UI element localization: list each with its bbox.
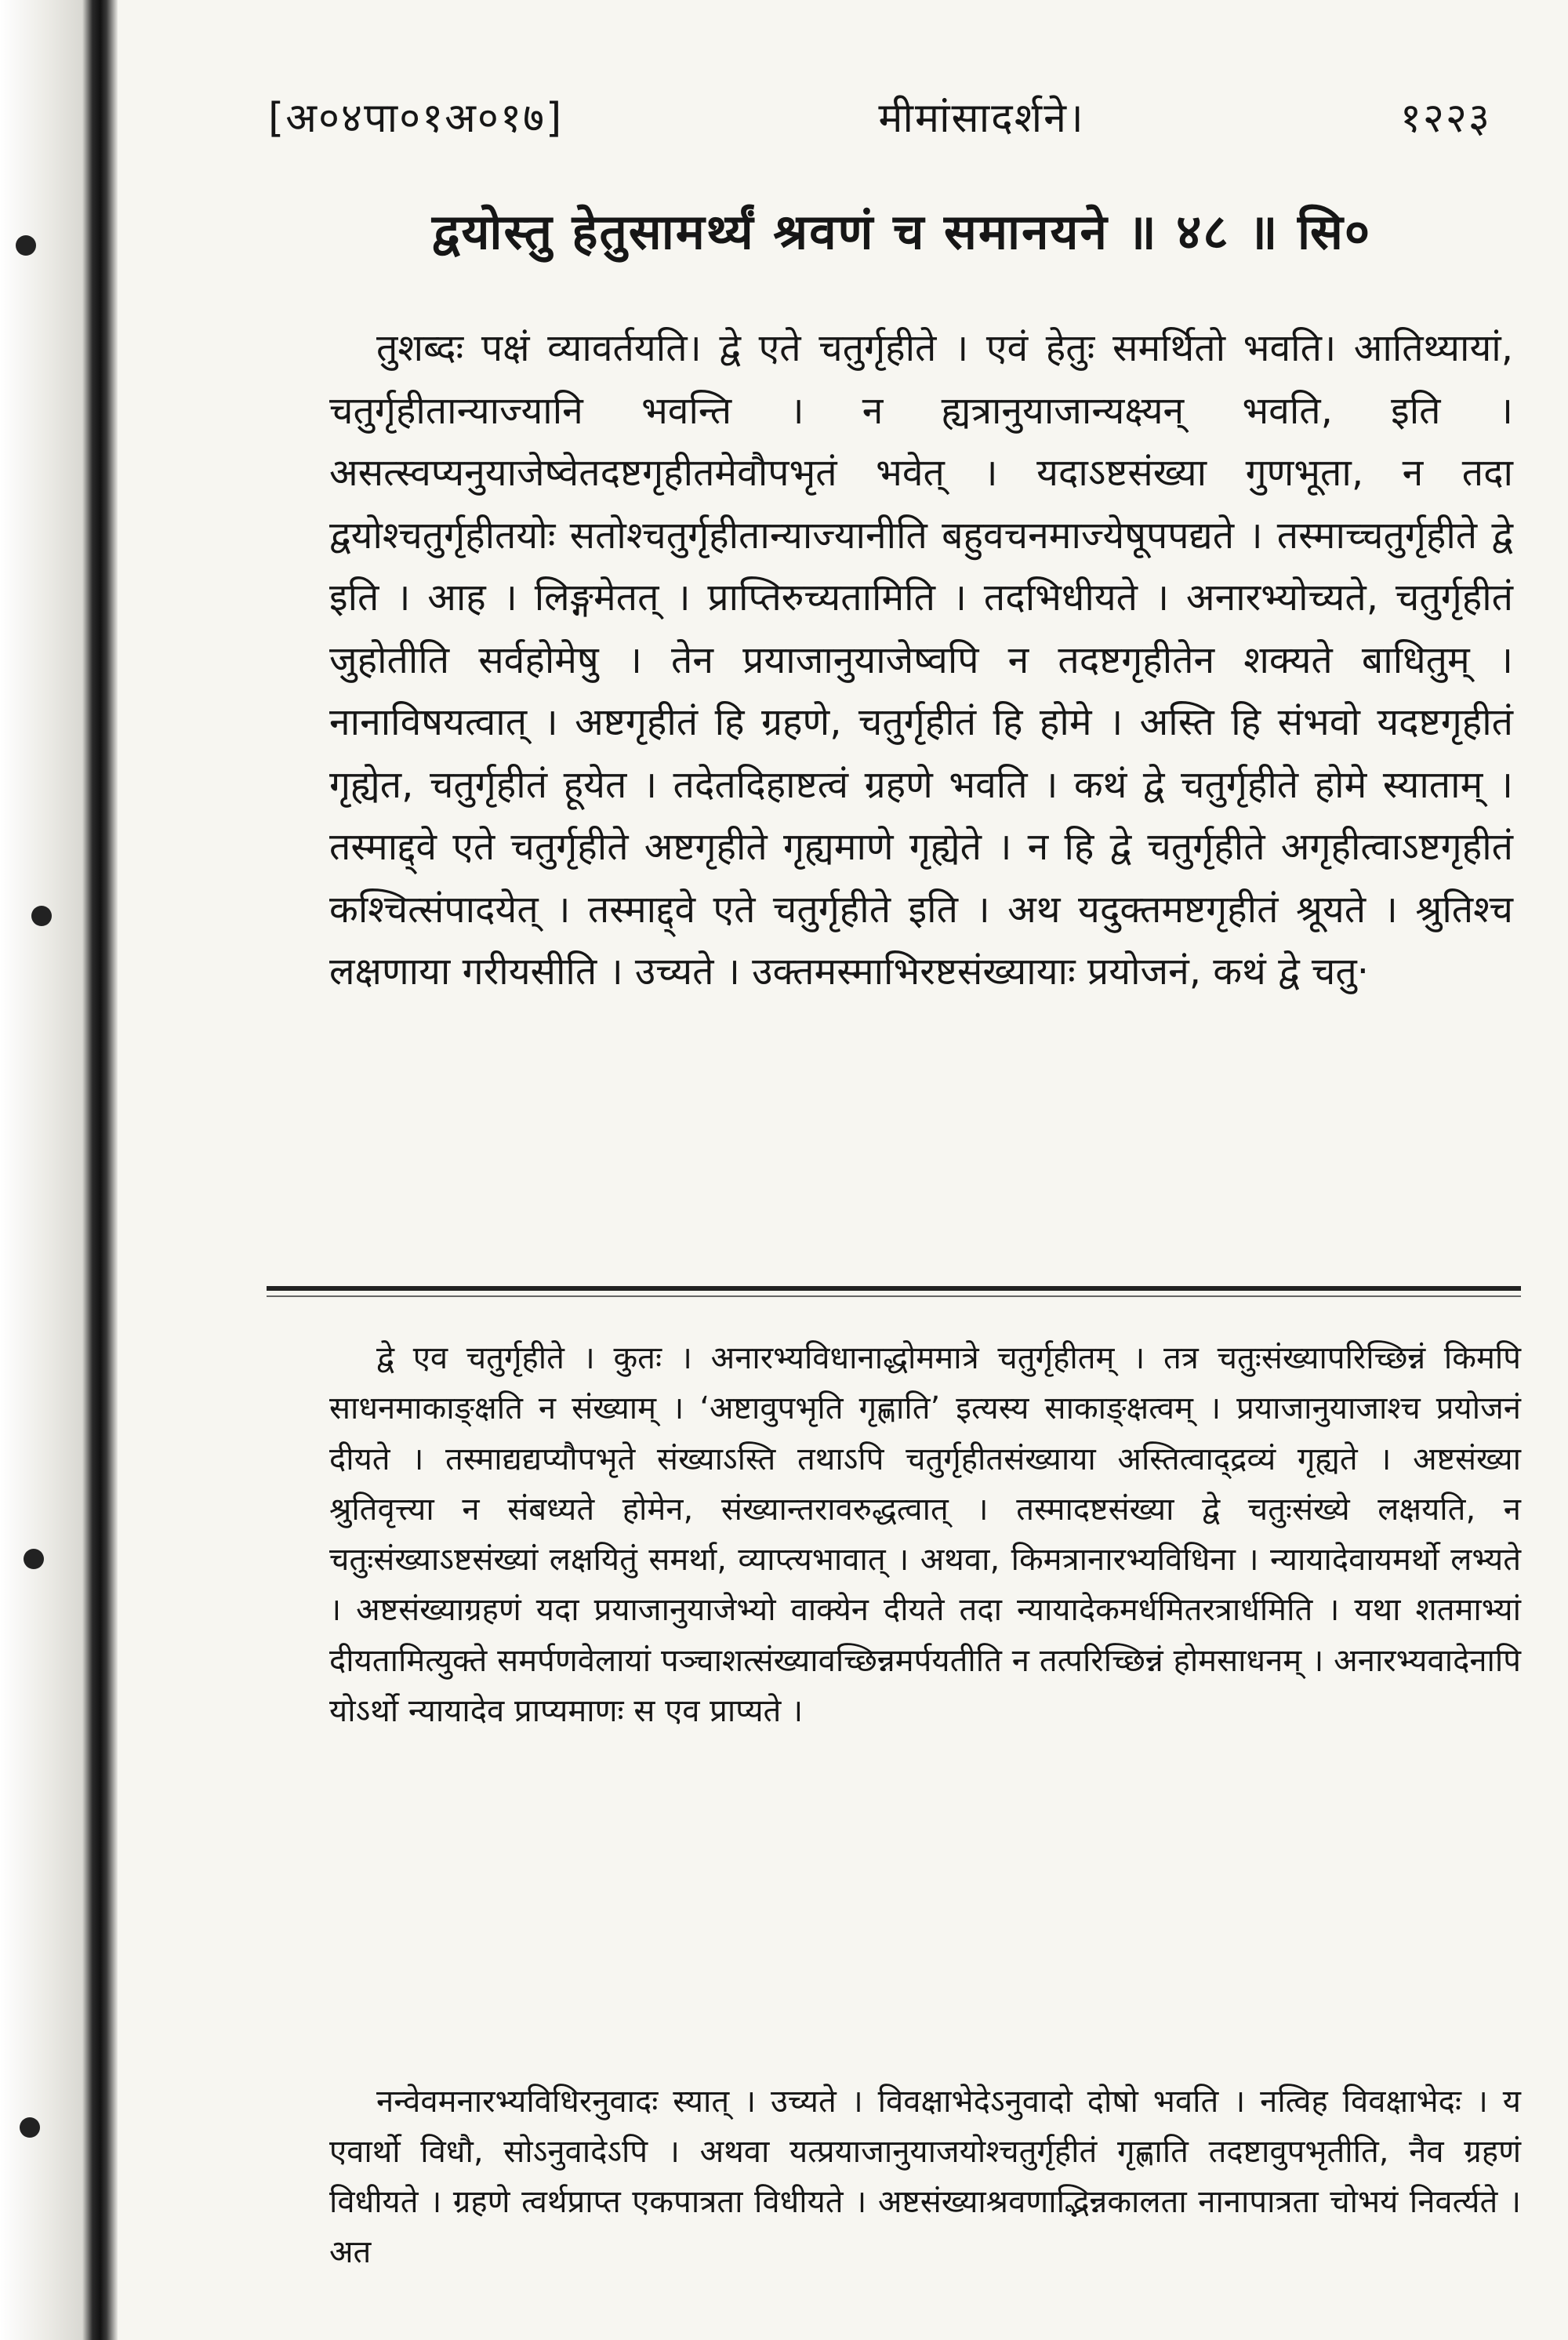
running-title: मीमांसादर्शने। (878, 94, 1085, 142)
chapter-reference: [अ०४पा०१अ०१७] (268, 94, 564, 142)
book-binding-edge (0, 0, 118, 2340)
ink-spot (16, 235, 36, 256)
divider-rule (267, 1286, 1521, 1291)
ink-spot (24, 1549, 44, 1569)
page-number: १२२३ (1399, 94, 1491, 142)
divider-rule-thin (267, 1295, 1521, 1297)
commentary-block-1 (329, 1333, 1521, 1736)
page-header (268, 85, 1491, 147)
commentary-paragraph: नन्वेवमनारभ्यविधिरनुवादः स्यात् । उच्यते । विवक्षाभेदेऽनुवादो दोषो भवति । नत्विह विवक्षाभेदः । य एवार्थो विधौ, सोऽनुवादेऽपि । अथवा यत्प्रयाजानुयाजयोश्चतुर्गृहीतं गृह्णाति तदष्टावुपभृतीति, नैव ग्रहणं विधीयते । ग्रहणे त्वर्थप्राप्त एकपात्रता विधीयते । अष्टसंख्याश्रवणाद्भिन्नकालता नानापात्रता चोभयं निवर्त्यते । अत (329, 2084, 1521, 2270)
ink-spot (20, 2117, 40, 2138)
main-text-block (329, 318, 1513, 1004)
ink-spot (31, 906, 52, 926)
sutra-heading: द्वयोस्तु हेतुसामर्थ्यं श्रवणं च समानयने ॥ ४८ ॥ सि० (431, 203, 1372, 260)
main-paragraph: तुशब्दः पक्षं व्यावर्तयति। द्वे एते चतुर्गृहीते । एवं हेतुः समर्थितो भवति। आतिथ्यायां, चतुर्गृहीतान्याज्यानि भवन्ति । न ह्यत्रानुयाजान्यक्ष्यन् भवति, इति । असत्स्वप्यनुयाजेष्वेतदष्टगृहीतमेवौपभृतं भवेत् । यदाऽष्टसंख्या गुणभूता, न तदा द्वयोश्चतुर्गृहीतयोः सतोश्चतुर्गृहीतान्याज्यानीति बहुवचनमाज्येषूपपद्यते । तस्माच्चतुर्गृहीते द्वे इति । आह । लिङ्गमेतत् । प्राप्तिरुच्यतामिति । तदभिधीयते । अनारभ्योच्यते, चतुर्गृहीतं जुहोतीति सर्वहोमेषु । तेन प्रयाजानुयाजेष्वपि न तदष्टगृहीतेन शक्यते बाधितुम् । नानाविषयत्वात् । अष्टगृहीतं हि ग्रहणे, चतुर्गृहीतं हि होमे । अस्ति हि संभवो यदष्टगृहीतं गृह्येत, चतुर्गृहीतं हूयेत । तदेतदिहाष्टत्वं ग्रहणे भवति । कथं द्वे चतुर्गृहीते होमे स्याताम् । तस्माद्द्वे एते चतुर्गृहीते अष्टगृहीते गृह्यमाणे गृह्येते । न हि द्वे चतुर्गृहीते अगृहीत्वाऽष्टगृहीतं कश्चित्संपादयेत् । तस्माद्द्वे एते चतुर्गृहीते इति । अथ यदुक्तमष्टगृहीतं श्रूयते । श्रुतिश्च लक्षणाया गरीयसीति । उच्यते । उक्तमस्माभिरष्टसंख्यायाः प्रयोजनं, कथं द्वे चतु· (329, 326, 1513, 994)
commentary-block-2 (329, 2077, 1521, 2277)
commentary-paragraph: द्वे एव चतुर्गृहीते । कुतः । अनारभ्यविधानाद्धोममात्रे चतुर्गृहीतम् । तत्र चतुःसंख्यापरिच्छिन्नं किमपि साधनमाकाङ्क्षति न संख्याम् । ‘अष्टावुपभृति गृह्णाति’ इत्यस्य साकाङ्क्षत्वम् । प्रयाजानुयाजाश्च प्रयोजनं दीयते । तस्माद्यद्यप्यौपभृते संख्याऽस्ति तथाऽपि चतुर्गृहीतसंख्याया अस्तित्वाद्द्रव्यं गृह्यते । अष्टसंख्या श्रुतिवृत्त्या न संबध्यते होमेन, संख्यान्तरावरुद्धत्वात् । तस्मादष्टसंख्या द्वे चतुःसंख्ये लक्षयति, न चतुःसंख्याऽष्टसंख्यां लक्षयितुं समर्था, व्याप्त्यभावात् । अथवा, किमत्रानारभ्यविधिना । न्यायादेवायमर्थो लभ्यते । अष्टसंख्याग्रहणं यदा प्रयाजानुयाजेभ्यो वाक्येन दीयते तदा न्यायादेकमर्धमितरत्रार्धमिति । यथा शतमाभ्यां दीयतामित्युक्ते समर्पणवेलायां पञ्चाशत्संख्यावच्छिन्नमर्पयतीति न तत्परिच्छिन्नं होमसाधनम् । अनारभ्यवादेनापि योऽर्थो न्यायादेव प्राप्यमाणः स एव प्राप्यते । (329, 1340, 1521, 1730)
